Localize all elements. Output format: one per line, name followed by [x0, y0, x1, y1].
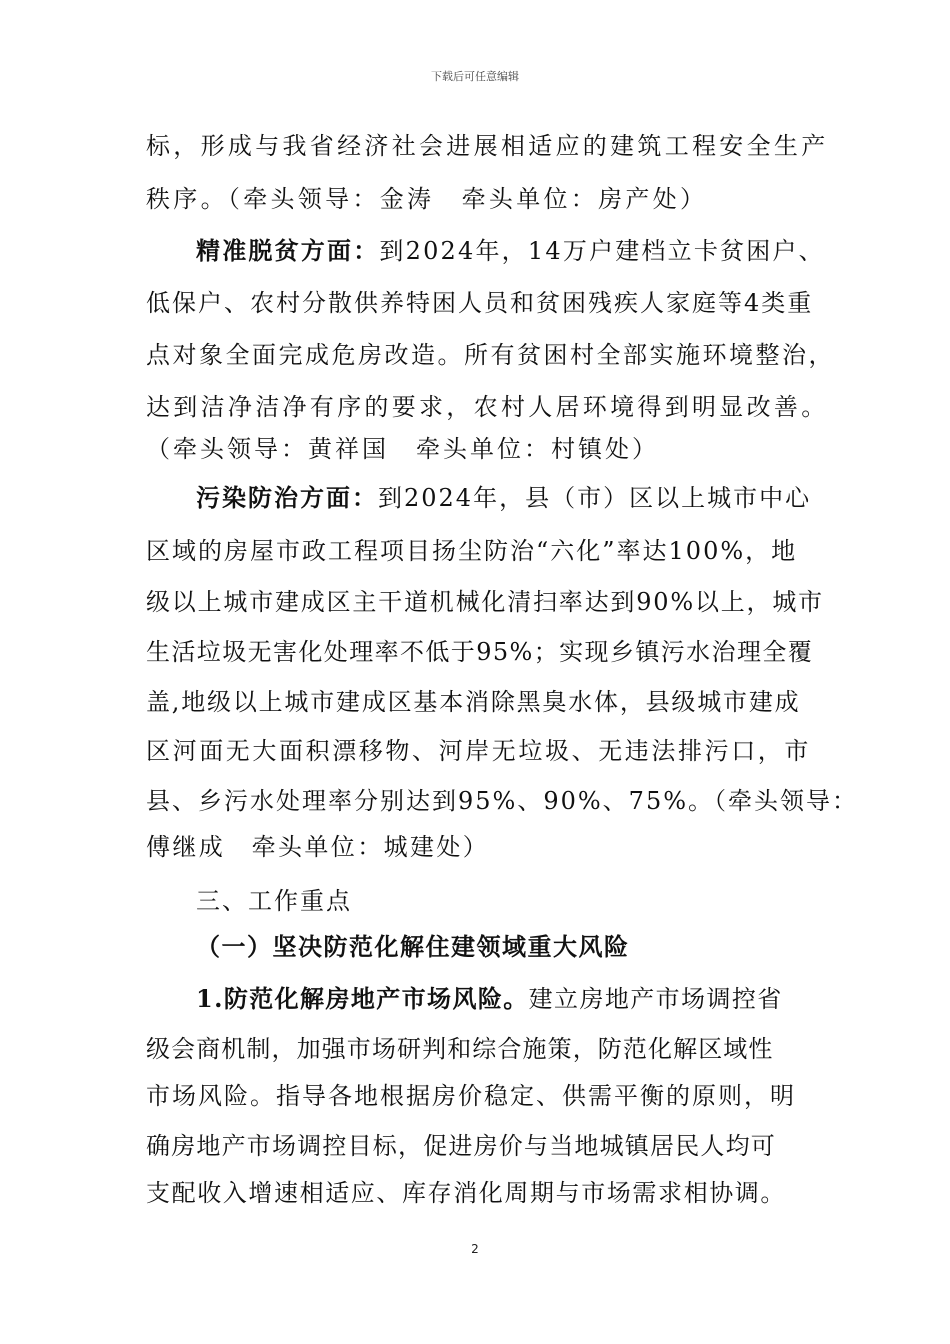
subsection-title: （一）坚决防范化解住建领域重大风险: [196, 932, 630, 961]
line-text: 区河面无大面积漂移物、河岸无垃圾、无违法排污口，市: [146, 737, 811, 765]
paragraph-first-line: [196, 236, 825, 266]
text-line: [146, 1081, 796, 1111]
line-text: 到2024年，县（市）区以上城市中心: [378, 484, 812, 512]
text-line: [146, 736, 811, 766]
line-text: 三、工作重点: [196, 887, 352, 915]
text-line: [146, 536, 797, 566]
line-text: 支配收入增速相适应、库存消化周期与市场需求相协调。: [146, 1179, 786, 1207]
text-line: [146, 340, 835, 370]
text-line: [146, 434, 659, 464]
text-line: [146, 288, 813, 318]
line-text: 区域的房屋市政工程项目扬尘防治“六化”率达100%，地: [146, 537, 798, 565]
text-line: [146, 786, 858, 816]
section-heading: [196, 886, 352, 916]
text-line: [146, 1034, 774, 1064]
page-number: 2: [471, 1242, 479, 1256]
line-text: 市场风险。指导各地根据房价稳定、供需平衡的原则，明: [146, 1082, 796, 1110]
text-line: [146, 687, 800, 717]
text-line: [146, 131, 829, 161]
text-line: [146, 184, 707, 214]
line-text: （牵头领导：黄祥国 牵头单位：村镇处）: [146, 435, 659, 463]
line-text: 级会商机制，加强市场研判和综合施策，防范化解区域性: [146, 1035, 774, 1063]
line-text: 生活垃圾无害化处理率不低于95%；实现乡镇污水治理全覆: [146, 638, 814, 666]
text-line: [146, 587, 824, 617]
line-text: 点对象全面完成危房改造。所有贫困村全部实施环境整治，: [146, 341, 835, 369]
text-line: [146, 1178, 786, 1208]
line-text: 盖,地级以上城市建成区基本消除黑臭水体，县级城市建成: [146, 688, 801, 716]
section-lead-pollution: 污染防治方面：: [196, 483, 378, 512]
line-text: 级以上城市建成区主干道机械化清扫率达到90%以上，城市: [146, 588, 824, 616]
paragraph-first-line: [196, 483, 811, 513]
line-text: 秩序。（牵头领导：金涛 牵头单位：房产处）: [146, 185, 708, 213]
text-line: [146, 637, 813, 667]
line-text: 标，形成与我省经济社会进展相适应的建筑工程安全生产: [146, 132, 829, 160]
text-line: [146, 1131, 776, 1161]
paragraph-first-line: [196, 984, 783, 1014]
line-text: 傅继成 牵头单位：城建处）: [146, 833, 490, 861]
line-text: 确房地产市场调控目标，促进房价与当地城镇居民人均可: [146, 1132, 776, 1160]
text-line: [146, 392, 829, 422]
line-text: 县、乡污水处理率分别达到95%、90%、75%。（牵头领导：: [146, 787, 859, 815]
line-text: 达到洁净洁净有序的要求，农村人居环境得到明显改善。: [146, 393, 829, 421]
text-line: [146, 832, 489, 862]
section-lead-poverty: 精准脱贫方面：: [196, 236, 380, 265]
item-lead: 1.防范化解房地产市场风险。: [196, 984, 529, 1013]
subsection-heading: [196, 932, 630, 962]
line-text: 建立房地产市场调控省: [528, 985, 783, 1013]
page-header-note: 下载后可任意编辑: [431, 70, 519, 83]
line-text: 到2024年，14万户建档立卡贫困户、: [379, 237, 825, 265]
line-text: 低保户、农村分散供养特困人员和贫困残疾人家庭等4类重: [146, 289, 814, 317]
